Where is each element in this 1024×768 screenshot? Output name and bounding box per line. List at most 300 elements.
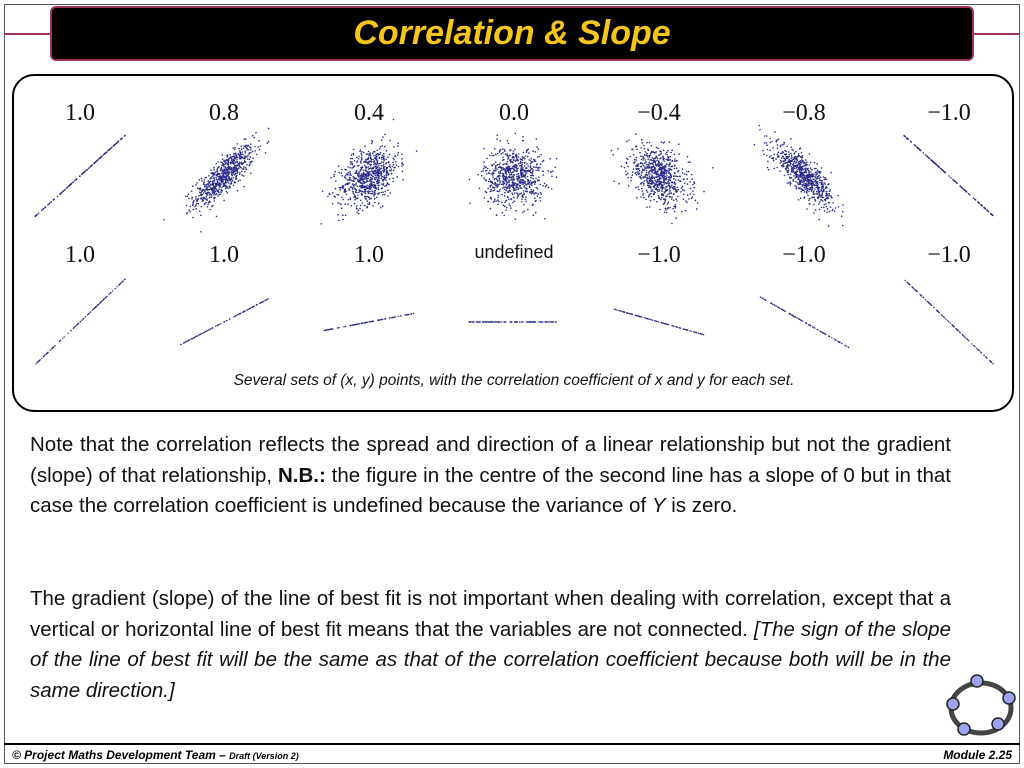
scatter-point [674, 160, 676, 162]
scatter-point [120, 138, 122, 140]
scatter-point [779, 308, 780, 309]
scatter-point [837, 195, 839, 197]
scatter-point [661, 197, 663, 199]
scatter-point [360, 149, 362, 151]
scatter-point [529, 191, 531, 193]
scatter-point [513, 165, 515, 167]
scatter-point [830, 189, 832, 191]
scatter-point [808, 191, 810, 193]
scatter-point [529, 184, 531, 186]
scatter-point [684, 173, 686, 175]
correlation-label: −1.0 [637, 242, 681, 268]
scatter-point [796, 176, 798, 178]
scatter-point [81, 320, 82, 321]
scatter-point [226, 191, 228, 193]
scatter-point [815, 184, 817, 186]
scatter-point [341, 169, 343, 171]
scatter-point [668, 201, 670, 203]
scatter-point [93, 309, 94, 310]
scatter-point [232, 177, 234, 179]
scatter-point [511, 179, 513, 181]
scatter-point [511, 177, 513, 179]
scatter-point [792, 164, 794, 166]
scatter-point [821, 207, 823, 209]
scatter-point [494, 179, 496, 181]
scatter-point [499, 183, 501, 185]
scatter-point [368, 196, 370, 198]
scatter-point [360, 167, 362, 169]
scatter-point [674, 204, 676, 206]
scatter-point [649, 185, 651, 187]
scatter-point [848, 347, 849, 348]
scatter-point [514, 200, 516, 202]
scatter-point [670, 174, 672, 176]
scatter-point [936, 164, 938, 166]
scatter-point [838, 206, 840, 208]
scatter-point [503, 186, 505, 188]
scatter-point [350, 180, 352, 182]
scatter-point [933, 161, 935, 163]
scatter-point [677, 196, 679, 198]
scatter-point [491, 198, 493, 200]
scatter-point [240, 157, 242, 159]
scatter-point [649, 175, 651, 177]
scatter-point [232, 173, 234, 175]
scatter-point [47, 352, 48, 353]
scatter-point [254, 150, 256, 152]
scatter-point [203, 179, 205, 181]
scatter-point [819, 209, 821, 211]
scatter-point [512, 194, 514, 196]
scatter-point [788, 151, 790, 153]
scatter-point [239, 166, 241, 168]
scatter-point [354, 203, 356, 205]
scatter-point [116, 143, 118, 145]
scatter-point [634, 161, 636, 163]
scatter-point [666, 154, 668, 156]
scatter-point [509, 205, 511, 207]
scatter-point [635, 133, 637, 135]
scatter-point [674, 168, 676, 170]
scatter-point [391, 166, 393, 168]
scatter-point [523, 152, 525, 154]
scatter-point [665, 159, 667, 161]
scatter-point [679, 180, 681, 182]
scatter-point [510, 161, 512, 163]
scatter-point [940, 168, 942, 170]
scatter-point [806, 172, 808, 174]
scatter-point [210, 177, 212, 179]
scatter-point [813, 173, 815, 175]
scatter-point [523, 183, 525, 185]
scatter-point [811, 197, 813, 199]
scatter-point [99, 302, 100, 303]
scatter-point [645, 151, 647, 153]
scatter-point [916, 291, 917, 292]
scatter-point [200, 194, 202, 196]
scatter-point [511, 172, 513, 174]
scatter-point [216, 170, 218, 172]
scatter-point [197, 199, 199, 201]
scatter-point [919, 149, 921, 151]
scatter-point [331, 328, 332, 329]
scatter-point [216, 325, 217, 326]
scatter-point [644, 162, 646, 164]
scatter-point [229, 154, 231, 156]
scatter-point [242, 151, 244, 153]
scatter-point [239, 154, 241, 156]
scatter-point [517, 193, 519, 195]
scatter-point [497, 176, 499, 178]
scatter-point [243, 166, 245, 168]
scatter-point [677, 187, 679, 189]
scatter-point [496, 168, 498, 170]
scatter-point [244, 310, 245, 311]
scatter-point [362, 187, 364, 189]
scatter-point [814, 193, 816, 195]
scatter-point [235, 170, 237, 172]
scatter-point [499, 189, 501, 191]
scatter-point [369, 180, 371, 182]
scatter-point [233, 185, 235, 187]
scatter-point [814, 199, 816, 201]
scatter-point [817, 181, 819, 183]
scatter-point [842, 225, 844, 227]
scatter-point [231, 159, 233, 161]
scatter-point [190, 206, 192, 208]
scatter-point [321, 223, 323, 225]
scatter-point [202, 199, 204, 201]
scatter-point [372, 152, 374, 154]
scatter-point [763, 153, 765, 155]
scatter-point [392, 162, 394, 164]
scatter-point [784, 311, 785, 312]
scatter-point [642, 194, 644, 196]
scatter-point [362, 191, 364, 193]
scatter-point [498, 164, 500, 166]
scatter-point [381, 139, 383, 141]
scatter-point [519, 321, 520, 322]
scatter-point [247, 158, 249, 160]
scatter-point [207, 186, 209, 188]
scatter-point [356, 205, 358, 207]
scatter-point [657, 191, 659, 193]
scatter-point [646, 177, 648, 179]
scatter-point [524, 162, 526, 164]
scatter-point [693, 187, 695, 189]
scatter-point [802, 177, 804, 179]
scatter-point [250, 147, 252, 149]
scatter-point [380, 178, 382, 180]
scatter-point [765, 300, 766, 301]
scatter-point [671, 196, 673, 198]
scatter-point [492, 190, 494, 192]
scatter-point [551, 188, 553, 190]
footer-credit [12, 748, 299, 762]
scatter-point [483, 148, 485, 150]
scatter-point [912, 286, 913, 287]
scatter-point [666, 324, 667, 325]
scatter-point [532, 171, 534, 173]
scatter-point [329, 329, 330, 330]
scatter-point [813, 184, 815, 186]
scatter-point [788, 182, 790, 184]
scatter-point [216, 190, 218, 192]
scatter-point [124, 279, 125, 280]
scatter-point [672, 208, 674, 210]
scatter-point [694, 182, 696, 184]
scatter-point [241, 174, 243, 176]
scatter-point [383, 167, 385, 169]
scatter-point [215, 177, 217, 179]
scatter-point [662, 167, 664, 169]
scatter-point [636, 174, 638, 176]
scatter-point [376, 154, 378, 156]
scatter-point [234, 174, 236, 176]
scatter-point [790, 184, 792, 186]
scatter-point [41, 210, 43, 212]
scatter-point [646, 164, 648, 166]
scatter-point [231, 174, 233, 176]
scatter-point [922, 297, 923, 298]
scatter-point [516, 187, 518, 189]
scatter-point [648, 162, 650, 164]
scatter-point [74, 180, 76, 182]
scatter-point [243, 175, 245, 177]
scatter-point [635, 157, 637, 159]
scatter-point [766, 144, 768, 146]
scatter-point [205, 177, 207, 179]
scatter-point [806, 208, 808, 210]
scatter-point [185, 196, 187, 198]
scatter-point [938, 166, 940, 168]
scatter-point [664, 201, 666, 203]
scatter-point [671, 181, 673, 183]
scatter-point [370, 174, 372, 176]
scatter-point [371, 168, 373, 170]
scatter-point [986, 357, 987, 358]
scatter-point [501, 321, 502, 322]
scatter-point [223, 168, 225, 170]
scatter-point [779, 171, 781, 173]
scatter-point [507, 169, 509, 171]
scatter-point [692, 190, 694, 192]
scatter-point [799, 187, 801, 189]
scatter-point [688, 171, 690, 173]
scatter-point [333, 174, 335, 176]
scatter-point [372, 159, 374, 161]
scatter-point [99, 158, 101, 160]
scatter-point [520, 192, 522, 194]
scatter-point [522, 196, 524, 198]
scatter-point [682, 189, 684, 191]
scatter-point [795, 316, 796, 317]
scatter-point [618, 183, 620, 185]
scatter-point [828, 202, 830, 204]
scatter-point [497, 321, 498, 322]
scatter-point [103, 154, 105, 156]
scatter-point [831, 210, 833, 212]
scatter-point [667, 208, 669, 210]
scatter-point [378, 203, 380, 205]
scatter-point [250, 152, 252, 154]
scatter-point [494, 148, 496, 150]
scatter-point [389, 164, 391, 166]
scatter-point [88, 167, 90, 169]
scatter-point [257, 304, 258, 305]
scatter-point [653, 194, 655, 196]
scatter-point [838, 341, 839, 342]
scatter-point [479, 321, 480, 322]
scatter-point [509, 190, 511, 192]
scatter-point [650, 163, 652, 165]
scatter-point [526, 188, 528, 190]
scatter-point [497, 153, 499, 155]
scatter-point [683, 193, 685, 195]
scatter-point [489, 178, 491, 180]
scatter-point [355, 189, 357, 191]
scatter-point [526, 163, 528, 165]
scatter-point [510, 168, 512, 170]
scatter-point [211, 206, 213, 208]
scatter-point [368, 153, 370, 155]
scatter-point [798, 153, 800, 155]
scatter-point [340, 204, 342, 206]
scatter-point [510, 207, 512, 209]
scatter-point [530, 189, 532, 191]
scatter-point [506, 168, 508, 170]
scatter-point [207, 192, 209, 194]
scatter-point [507, 161, 509, 163]
scatter-point [227, 187, 229, 189]
scatter-point [371, 143, 373, 145]
scatter-point [188, 198, 190, 200]
scatter-point [823, 204, 825, 206]
scatter-point [772, 303, 773, 304]
scatter-point [487, 188, 489, 190]
scatter-point [776, 167, 778, 169]
scatter-point [515, 167, 517, 169]
scatter-point [345, 175, 347, 177]
scatter-point [644, 148, 646, 150]
scatter-point [334, 176, 336, 178]
scatter-point [631, 174, 633, 176]
scatter-point [204, 331, 205, 332]
scatter-point [491, 321, 492, 322]
scatter-point [224, 321, 225, 322]
scatter-point [799, 155, 801, 157]
scatter-point [767, 149, 769, 151]
scatter-point [787, 182, 789, 184]
scatter-point [519, 180, 521, 182]
scatter-point [523, 140, 525, 142]
scatter-point [345, 215, 347, 217]
scatter-point [800, 319, 801, 320]
scatter-point [971, 343, 972, 344]
scatter-point [658, 184, 660, 186]
scatter-point [499, 321, 500, 322]
scatter-point [528, 321, 529, 322]
scatter-point [239, 172, 241, 174]
scatter-point [661, 164, 663, 166]
scatter-point [365, 178, 367, 180]
scatter-point [205, 184, 207, 186]
scatter-point [931, 305, 932, 306]
scatter-point [369, 203, 371, 205]
scatter-point [378, 171, 380, 173]
scatter-point [518, 178, 520, 180]
scatter-point [950, 177, 952, 179]
scatter-point [369, 179, 371, 181]
scatter-point [119, 284, 120, 285]
scatter-point [781, 161, 783, 163]
scatter-point [809, 164, 811, 166]
scatter-point [527, 149, 529, 151]
scatter-point [807, 183, 809, 185]
scatter-point [816, 191, 818, 193]
scatter-point [844, 345, 845, 346]
scatter-point [227, 161, 229, 163]
scatter-point [237, 143, 239, 145]
scatter-point [229, 318, 230, 319]
scatter-point [486, 173, 488, 175]
scatter-point [368, 151, 370, 153]
scatter-point [782, 156, 784, 158]
scatter-point [356, 208, 358, 210]
scatter-point [813, 192, 815, 194]
scatter-point [511, 174, 513, 176]
scatter-point [233, 316, 234, 317]
scatter-point [515, 160, 517, 162]
scatter-point [666, 164, 668, 166]
scatter-point [703, 334, 704, 335]
scatter-point [410, 313, 411, 314]
scatter-point [780, 146, 782, 148]
scatter-point [527, 156, 529, 158]
scatter-point [203, 192, 205, 194]
scatter-point [384, 194, 386, 196]
scatter-point [500, 182, 502, 184]
scatter-point [210, 328, 211, 329]
scatter-point [510, 321, 511, 322]
scatter-point [786, 154, 788, 156]
scatter-point [222, 186, 224, 188]
scatter-point [186, 205, 188, 207]
scatter-point [673, 178, 675, 180]
scatter-point [381, 161, 383, 163]
scatter-point [364, 189, 366, 191]
scatter-point [545, 186, 547, 188]
scatter-point [660, 178, 662, 180]
scatter-point [654, 185, 656, 187]
correlation-label: −1.0 [782, 242, 826, 268]
scatter-point [506, 190, 508, 192]
scatter-point [945, 318, 946, 319]
scatter-point [370, 177, 372, 179]
scatter-point [220, 183, 222, 185]
scatter-point [825, 203, 827, 205]
scatter-point [483, 177, 485, 179]
scatter-point [506, 153, 508, 155]
scatter-point [671, 198, 673, 200]
scatter-point [341, 172, 343, 174]
scatter-point [981, 352, 982, 353]
scatter-point [793, 315, 794, 316]
scatter-point [661, 141, 663, 143]
para1-text-c: is zero. [665, 494, 738, 518]
scatter-point [527, 209, 529, 211]
scatter-point [508, 142, 510, 144]
